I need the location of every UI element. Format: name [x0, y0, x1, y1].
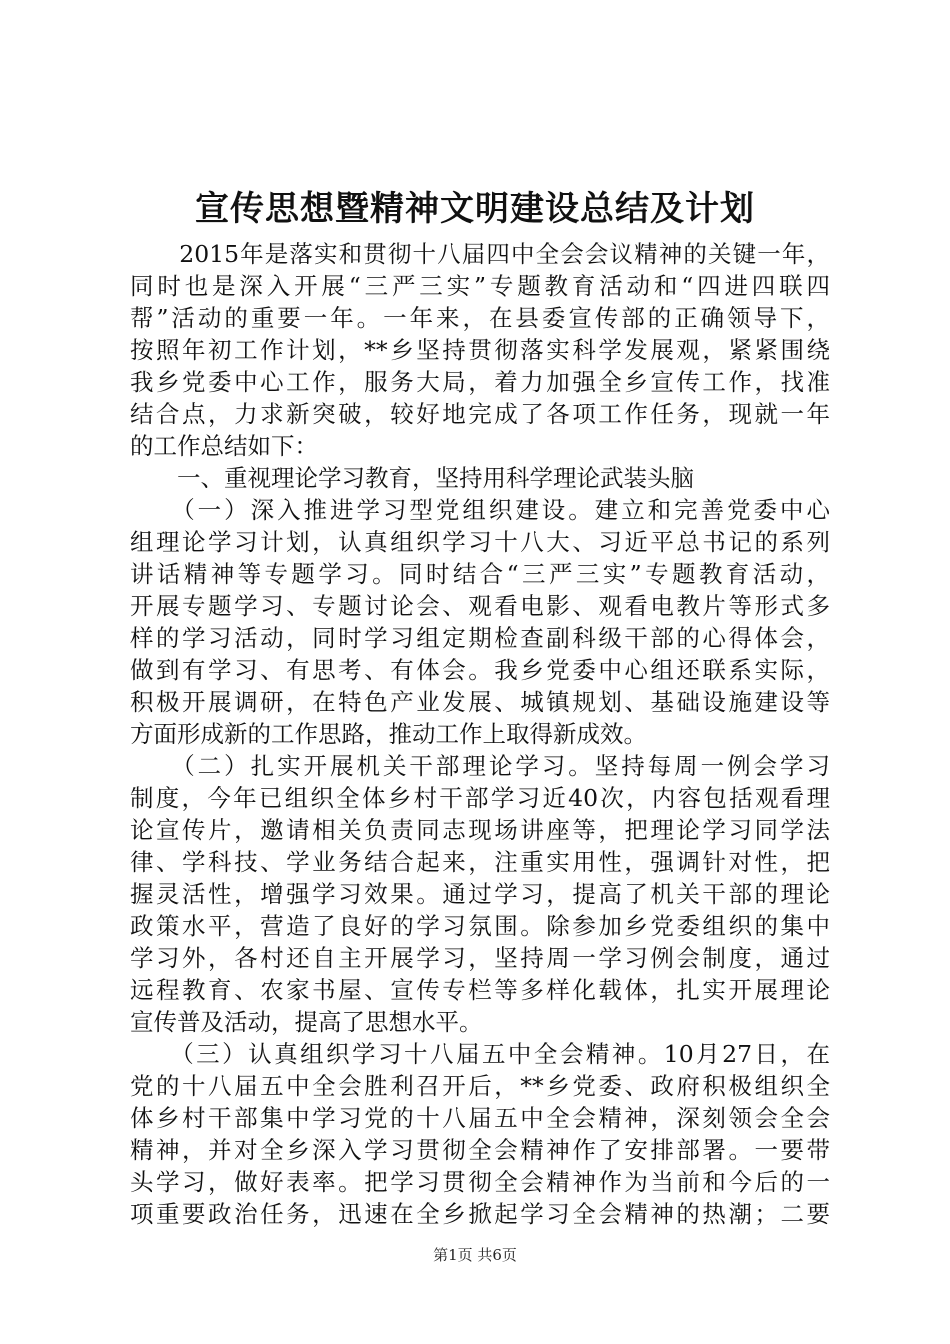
body-line: 开展专题学习、专题讨论会、观看电影、观看电教片等形式多 — [130, 592, 830, 620]
body-line: 结合点，力求新突破，较好地完成了各项工作任务，现就一年 — [130, 400, 830, 428]
body-line: 远程教育、农家书屋、宣传专栏等多样化载体，扎实开展理论 — [130, 976, 830, 1004]
body-line: 组理论学习计划，认真组织学习十八大、习近平总书记的系列 — [130, 528, 830, 556]
body-line: 帮”活动的重要一年。一年来，在县委宣传部的正确领导下， — [130, 304, 830, 332]
body-line: 做到有学习、有思考、有体会。我乡党委中心组还联系实际， — [130, 656, 830, 684]
body-line: 样的学习活动，同时学习组定期检查副科级干部的心得体会， — [130, 624, 830, 652]
body-line: 论宣传片，邀请相关负责同志现场讲座等，把理论学习同学法 — [130, 816, 830, 844]
body-line: 学习外，各村还自主开展学习，坚持周一学习例会制度，通过 — [130, 944, 830, 972]
body-line: 项重要政治任务，迅速在全乡掀起学习全会精神的热潮；二要 — [130, 1200, 830, 1228]
body-line: 制度，今年已组织全体乡村干部学习近40次，内容包括观看理 — [130, 784, 830, 812]
body-line: 积极开展调研，在特色产业发展、城镇规划、基础设施建设等 — [130, 688, 830, 716]
document-body — [130, 238, 830, 1230]
body-line: 同时也是深入开展“三严三实”专题教育活动和“四进四联四 — [130, 272, 830, 300]
body-line: 宣传普及活动，提高了思想水平。 — [130, 1008, 483, 1036]
body-line: 精神，并对全乡深入学习贯彻全会精神作了安排部署。一要带 — [130, 1136, 830, 1164]
body-line: 体乡村干部集中学习党的十八届五中全会精神，深刻领会全会 — [130, 1104, 830, 1132]
body-line: 讲话精神等专题学习。同时结合“三严三实”专题教育活动， — [130, 560, 830, 588]
body-line: 一、重视理论学习教育，坚持用科学理论武装头脑 — [130, 464, 694, 492]
body-line: 律、学科技、学业务结合起来，注重实用性，强调针对性，把 — [130, 848, 830, 876]
body-line: 党的十八届五中全会胜利召开后，**乡党委、政府积极组织全 — [130, 1072, 830, 1100]
body-line: 方面形成新的工作思路，推动工作上取得新成效。 — [130, 720, 647, 748]
body-line: 握灵活性，增强学习效果。通过学习，提高了机关干部的理论 — [130, 880, 830, 908]
body-line: 2015年是落实和贯彻十八届四中全会会议精神的关键一年， — [130, 240, 830, 268]
body-line: 我乡党委中心工作，服务大局，着力加强全乡宣传工作，找准 — [130, 368, 830, 396]
body-line: （一）深入推进学习型党组织建设。建立和完善党委中心 — [130, 496, 830, 524]
body-line: （三）认真组织学习十八届五中全会精神。10月27日，在 — [130, 1040, 830, 1068]
body-line: 的工作总结如下： — [130, 432, 318, 460]
body-line: 政策水平，营造了良好的学习氛围。除参加乡党委组织的集中 — [130, 912, 830, 940]
body-line: （二）扎实开展机关干部理论学习。坚持每周一例会学习 — [130, 752, 830, 780]
body-line: 按照年初工作计划，**乡坚持贯彻落实科学发展观，紧紧围绕 — [130, 336, 830, 364]
body-line: 头学习，做好表率。把学习贯彻全会精神作为当前和今后的一 — [130, 1168, 830, 1196]
document-title: 宣传思想暨精神文明建设总结及计划 — [195, 189, 755, 229]
page-footer: 第1页 共6页 — [433, 1246, 517, 1264]
